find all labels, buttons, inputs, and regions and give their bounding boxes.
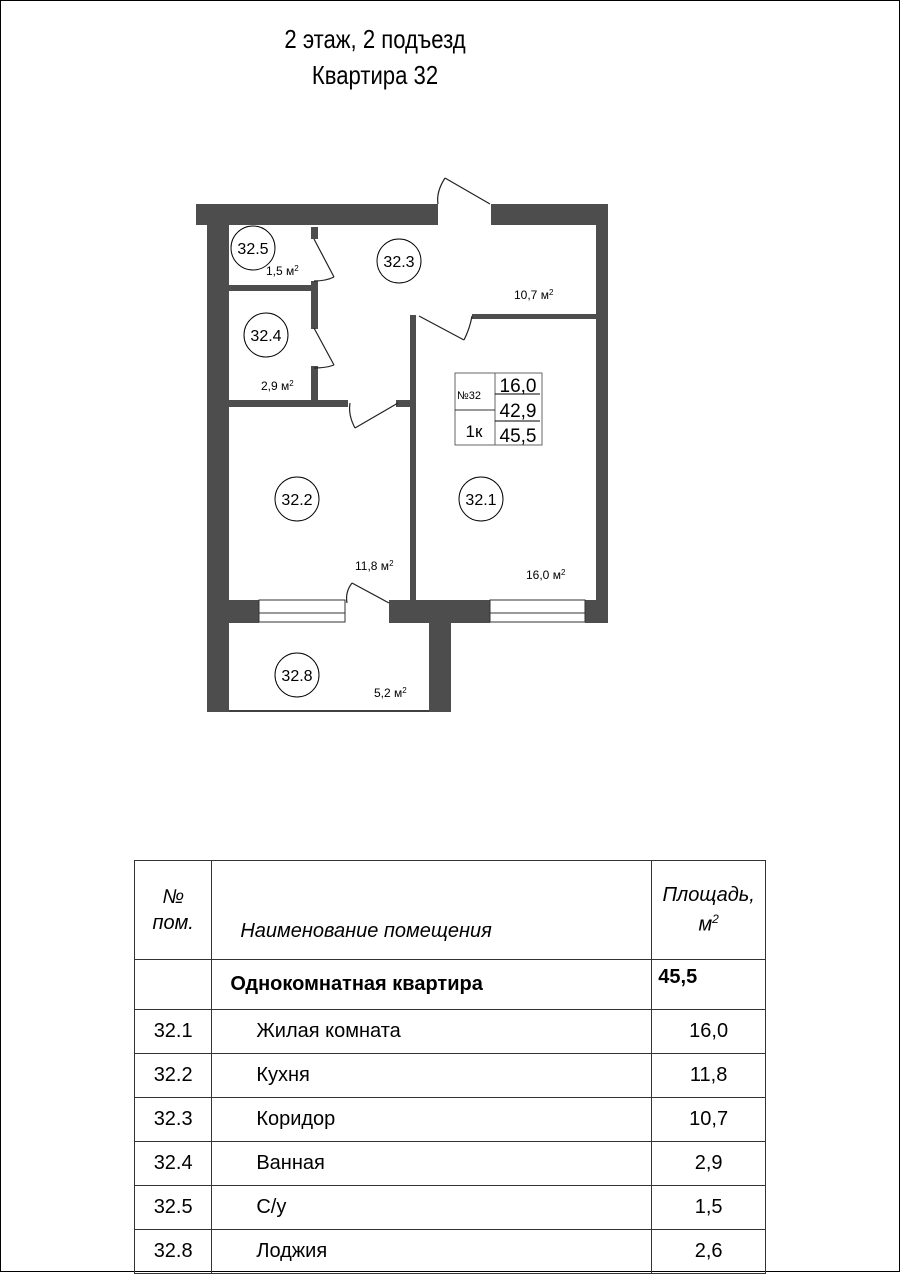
area-label-32-5: 1,5 $м^2$ <box>266 264 299 278</box>
apartment-info-box <box>455 373 542 447</box>
header-number: № пом. <box>135 861 212 960</box>
room-id-32-1: 32.1 <box>465 492 497 509</box>
table-row: 32.8 Лоджия 2,6 <box>135 1230 766 1274</box>
room-id-32-8: 32.8 <box>281 668 313 685</box>
area-label-32-1: 16,0 $м^2$ <box>526 568 566 582</box>
table-row: 32.1 Жилая комната 16,0 <box>135 1010 766 1054</box>
total-name: Однокомнатная квартира <box>212 960 652 1010</box>
table-row: 32.4 Ванная 2,9 <box>135 1142 766 1186</box>
rooms-table <box>134 860 766 1274</box>
room-id-32-5: 32.5 <box>237 241 269 258</box>
area-label-32-8: 5,2 $м^2$ <box>374 686 407 700</box>
floor-entrance-title: 2 этаж, 2 подъезд <box>284 24 466 54</box>
walls <box>196 204 608 712</box>
header-area: Площадь, $м^2$ <box>652 861 766 960</box>
room-id-32-2: 32.2 <box>281 492 313 509</box>
table-row: 32.5 С/у 1,5 <box>135 1186 766 1230</box>
room-id-32-3: 32.3 <box>383 254 415 271</box>
room-id-32-4: 32.4 <box>250 328 282 345</box>
table-header-row <box>135 861 766 960</box>
area-label-32-4: 2,9 $м^2$ <box>261 379 294 393</box>
info-total-area: 42,9 <box>499 401 537 422</box>
total-area: 45,5 <box>652 960 766 1010</box>
info-room-type: 1к <box>465 422 483 441</box>
apartment-title: Квартира 32 <box>311 60 439 90</box>
info-living-area: 16,0 <box>499 376 537 397</box>
info-number-prefix: №32 <box>457 390 482 402</box>
table-row: 32.3 Коридор 10,7 <box>135 1098 766 1142</box>
area-label-32-2: 11,8 $м^2$ <box>355 559 394 573</box>
room-markers <box>231 226 503 697</box>
table-row: 32.2 Кухня 11,8 <box>135 1054 766 1098</box>
header-name: Наименование помещения <box>212 861 652 960</box>
table-total-row <box>135 960 766 1010</box>
info-total-with-loggia: 45,5 <box>499 426 537 447</box>
area-label-32-3: 10,7 $м^2$ <box>514 288 554 302</box>
